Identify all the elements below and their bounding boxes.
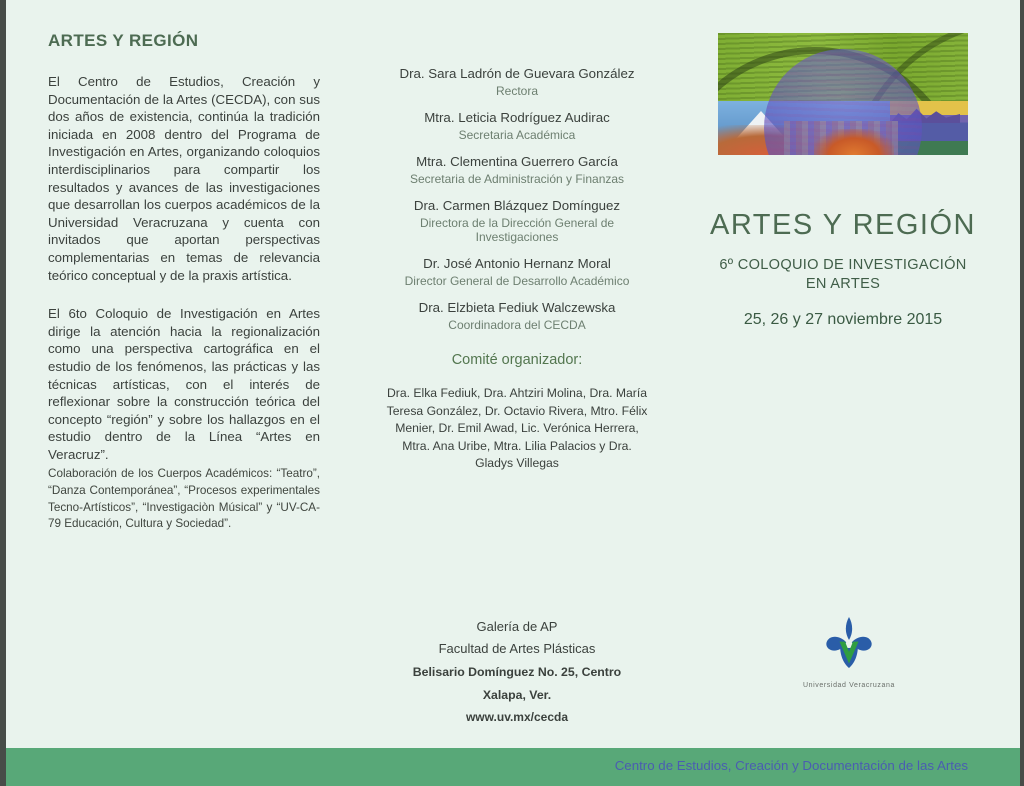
venue-block bbox=[382, 619, 652, 724]
footer-bar bbox=[0, 748, 1024, 786]
official-role: Director General de Desarrollo Académico bbox=[404, 274, 630, 288]
cover-date: 25, 26 y 27 noviembre 2015 bbox=[743, 311, 943, 328]
collage-orange-flowers bbox=[814, 129, 894, 155]
official-role: Coordinadora del CECDA bbox=[448, 318, 586, 332]
cover-subtitle bbox=[700, 256, 986, 294]
cover-collage-image bbox=[718, 33, 968, 155]
official-role: Directora de la Dirección General de Investigaciones bbox=[419, 216, 615, 244]
window-edge-right bbox=[1020, 0, 1024, 786]
colloquium-paragraph: El 6to Coloquio de Investigación en Artes dirige la atención hacia la regionalización como una perspectiva cartográfica en el estudio de los fenómenos, las prácticas y las técnicas artísticas, con el interés de reflexionar sobre la construcción teórica del concepto “región” y sobre los hallazgos en el estudio dentro de la Línea “Artes en Veracruz”. bbox=[48, 306, 320, 462]
window-edge-left bbox=[0, 0, 6, 786]
website-link[interactable]: www.uv.mx/cecda bbox=[465, 710, 569, 724]
official-name: Dr. José Antonio Hernanz Moral bbox=[423, 256, 611, 271]
official-item bbox=[382, 198, 652, 244]
official-name: Dra. Carmen Blázquez Domínguez bbox=[413, 198, 621, 213]
official-name: Mtra. Leticia Rodríguez Audirac bbox=[424, 110, 610, 125]
collaboration-paragraph: Colaboración de los Cuerpos Académicos: “Teatro”, “Danza Contemporánea”, “Procesos experimentales Tecno-Artísticos”, “Investigaciòn Músical” y “UV-CA-79 Educación, Cultura y Sociedad”. bbox=[48, 467, 320, 531]
cover-subtitle-line2: EN ARTES bbox=[805, 276, 881, 292]
official-name: Dra. Sara Ladrón de Guevara González bbox=[399, 66, 635, 81]
official-role: Rectora bbox=[495, 84, 539, 98]
venue-gallery: Galería de AP bbox=[476, 619, 558, 634]
official-role: Secretaria de Administración y Finanzas bbox=[409, 172, 625, 186]
cover-subtitle-line1: 6º COLOQUIO DE INVESTIGACIÓN bbox=[719, 257, 967, 273]
official-item bbox=[382, 66, 652, 98]
address-city: Xalapa, Ver. bbox=[482, 688, 552, 702]
official-name: Dra. Elzbieta Fediuk Walczewska bbox=[418, 300, 616, 315]
intro-paragraph: El Centro de Estudios, Creación y Documentación de la Artes (CECDA), con sus dos años de existencia, continúa la tradición iniciada en 2008 dentro del Programa de Investigación en Artes, organizando coloquios interdisciplinarios para compartir los resultados y avances de las investigaciones que desarrollan los cuerpos académicos de la Universidad Veracruzana y cuenta con invitados que aportan perspectivas complementarias en temas de relevancia teórico conceptual y de la praxis artística. bbox=[48, 74, 320, 283]
official-item bbox=[382, 154, 652, 186]
official-item bbox=[382, 300, 652, 332]
official-item bbox=[382, 256, 652, 288]
committee-members: Dra. Elka Fediuk, Dra. Ahtziri Molina, Dra. María Teresa González, Dr. Octavio Rivera, Mtro. Félix Menier, Dr. Emil Awad, Lic. Verónica Herrera, Mtra. Ana Uribe, Mtra. Lilia Palacios y Dra. Gladys Villegas bbox=[386, 386, 648, 470]
venue-faculty: Facultad de Artes Plásticas bbox=[438, 641, 596, 656]
left-heading: ARTES Y REGIÓN bbox=[48, 31, 199, 50]
committee-heading: Comité organizador: bbox=[451, 352, 583, 368]
official-role: Secretaria Académica bbox=[458, 128, 576, 142]
universidad-veracruzana-logo-icon bbox=[821, 614, 877, 676]
official-item bbox=[382, 110, 652, 142]
official-name: Mtra. Clementina Guerrero García bbox=[416, 154, 618, 169]
address-street: Belisario Domínguez No. 25, Centro bbox=[412, 665, 622, 679]
officials-list bbox=[382, 66, 652, 473]
uv-logo-caption: Universidad Veracruzana bbox=[802, 682, 895, 689]
left-panel bbox=[48, 31, 320, 463]
cover-title: ARTES Y REGIÓN bbox=[710, 209, 976, 241]
uv-logo-block bbox=[799, 614, 899, 689]
footer-text: Centro de Estudios, Creación y Documentación de las Artes bbox=[614, 758, 968, 773]
cover-title-block bbox=[700, 209, 986, 329]
